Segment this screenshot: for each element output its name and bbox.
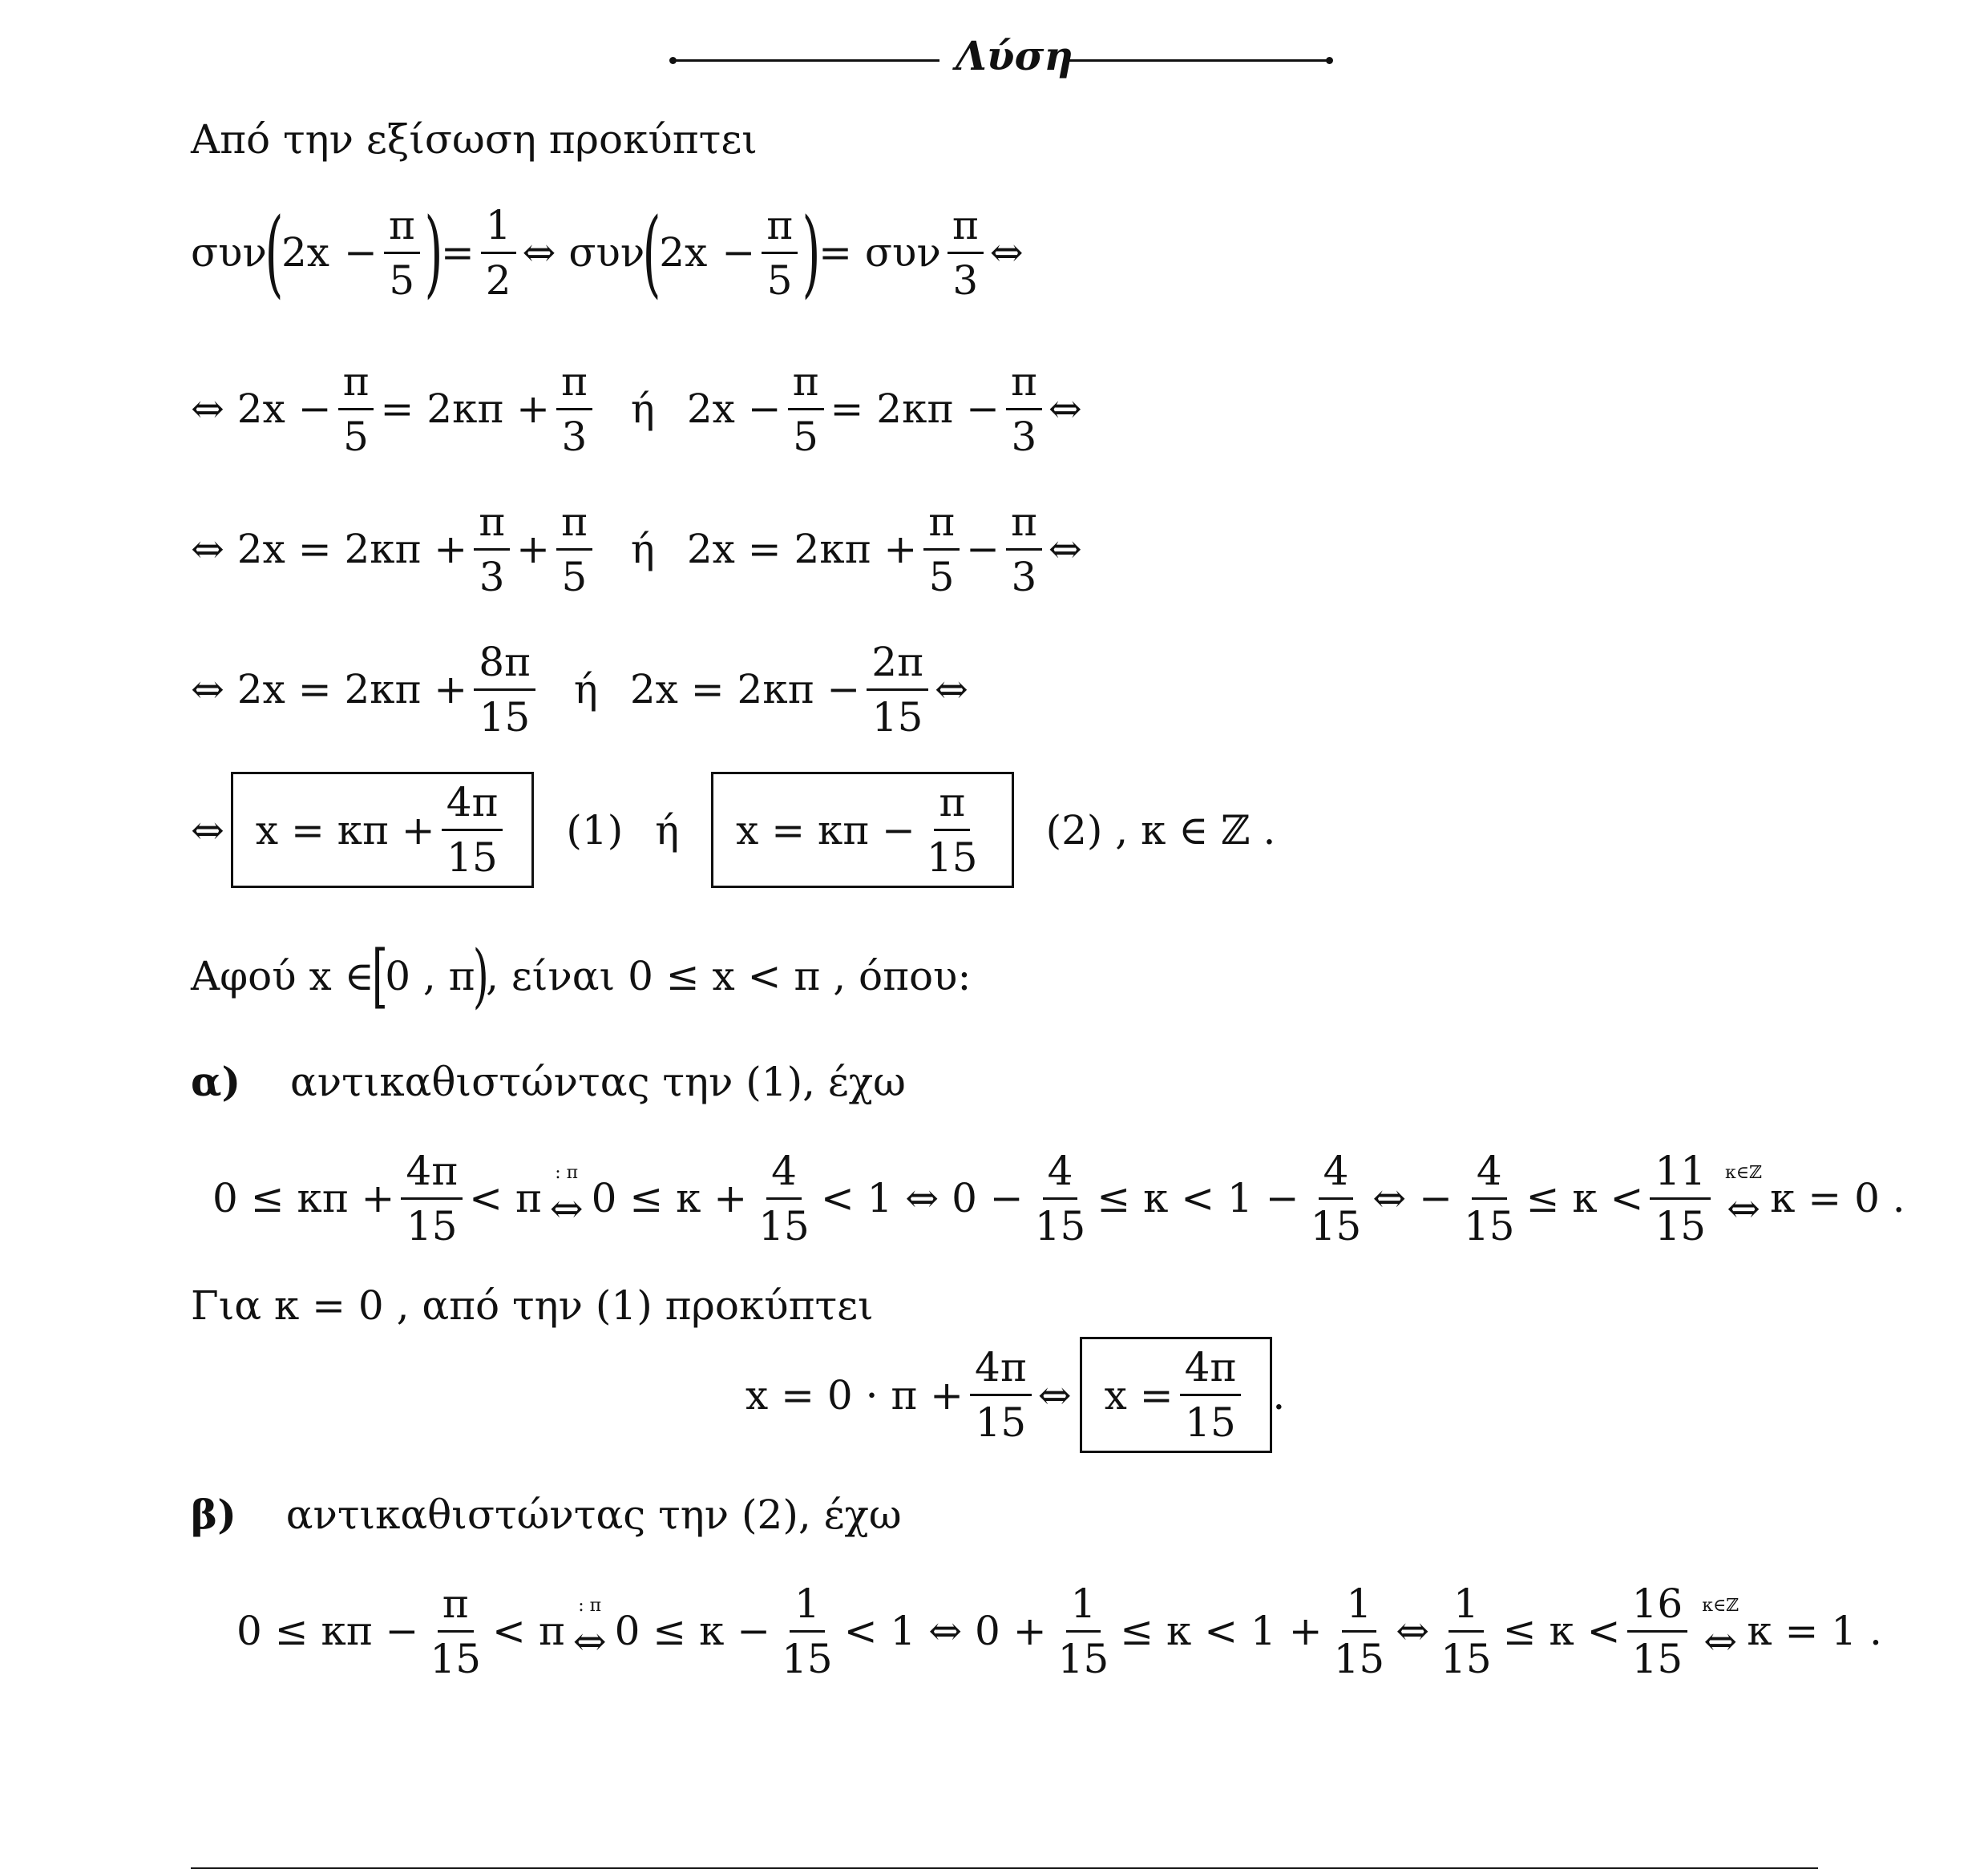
expr-text: x = κπ −: [736, 806, 915, 854]
part-b-inequality: [236, 1579, 1882, 1683]
expr-text: 2x = 2κπ +: [686, 526, 918, 572]
fraction-4pi-15: $\frac{4\pi}{15}$: [1180, 1347, 1242, 1443]
iff: ⇔: [989, 229, 1024, 276]
iff-cos: ⇔ συν: [522, 229, 645, 276]
left-paren: (: [642, 197, 661, 308]
part-a-inequality: [212, 1146, 1905, 1250]
expr-text: 0 ≤ κ −: [614, 1608, 771, 1654]
boxed-solution-2: [711, 772, 1013, 888]
fraction-2pi-15: $\frac{2\pi}{15}$: [867, 642, 928, 737]
fraction-8pi-15: $\frac{8\pi}{15}$: [474, 642, 535, 737]
fraction-pi-3: $\frac{\pi}{3}$: [1006, 502, 1042, 597]
fraction-4pi-15: $\frac{4\pi}{15}$: [970, 1347, 1032, 1443]
fraction-1-15: $\frac{1}{15}$: [1440, 1580, 1492, 1682]
interval-text: 0 , π: [385, 953, 475, 999]
expr-text: x = κπ +: [255, 806, 435, 854]
right-paren: ): [424, 197, 443, 308]
expr-text: < 1 ⇔ 0 −: [820, 1175, 1024, 1221]
boxed-solution-1: [231, 772, 534, 888]
iff: ⇔: [1048, 386, 1082, 432]
fraction-16-15: $\frac{16}{15}$: [1627, 1584, 1688, 1679]
expr-text: ≤ κ < 1 +: [1120, 1608, 1323, 1654]
expr-text: ≤ κ < 1 −: [1097, 1175, 1299, 1221]
fraction-pi-3: $\frac{\pi}{3}$: [1006, 361, 1042, 457]
expr-text: ⇔ 2x −: [191, 386, 332, 432]
expr-text: < π: [469, 1175, 542, 1221]
iff: ⇔: [1048, 526, 1082, 572]
iff-k-in-z: κ∈ℤ ⇔: [1702, 1596, 1740, 1665]
right-paren: ): [472, 936, 489, 1016]
section-title: Λύση: [956, 32, 1073, 79]
fraction-4pi-15: $\frac{4\pi}{15}$: [442, 782, 503, 878]
fraction-pi-3: $\frac{\pi}{3}$: [556, 361, 592, 457]
expr-text: ⇔ −: [1372, 1175, 1453, 1221]
period: .: [1272, 1371, 1286, 1419]
fraction-4-15: $\frac{4}{15}$: [1034, 1147, 1086, 1249]
two-x: 2x: [281, 229, 329, 276]
iff-k-in-z: κ∈ℤ ⇔: [1725, 1163, 1763, 1232]
expr-text: 2x = 2κπ −: [629, 666, 861, 712]
left-bracket: [: [371, 936, 388, 1016]
part-a-result: [746, 1337, 1285, 1453]
fraction-1-15: $\frac{1}{15}$: [1333, 1580, 1385, 1682]
fraction-pi-5: $\frac{\pi}{5}$: [762, 205, 798, 301]
expr-text: x = 0 · π +: [746, 1371, 964, 1419]
or-text: ή: [630, 526, 655, 572]
fraction-1-15: $\frac{1}{15}$: [1057, 1580, 1109, 1682]
part-b-label: β): [191, 1491, 236, 1538]
expr-text: 2x −: [686, 386, 782, 432]
expr-text: = 2κπ +: [380, 386, 550, 432]
expr-text: x =: [1104, 1371, 1174, 1419]
boxed-result-a: [1080, 1337, 1273, 1453]
or-text: ή: [655, 806, 680, 854]
minus: −: [721, 229, 756, 276]
expr-text: 0 ≤ κ +: [591, 1175, 748, 1221]
part-b-text: αντικαθιστώντας την (2), έχω: [285, 1492, 902, 1538]
fraction-pi-5: $\frac{\pi}{5}$: [338, 361, 374, 457]
iff-div-pi: : π ⇔: [572, 1596, 607, 1665]
expr-text: −: [966, 526, 1000, 572]
iff: ⇔: [934, 666, 968, 712]
expr-text: ⇔ 2x = 2κπ +: [191, 526, 468, 572]
left-paren: (: [265, 197, 284, 308]
fraction-pi-5: $\frac{\pi}{5}$: [556, 502, 592, 597]
equation-line-5: [191, 772, 1275, 888]
equation-line-2: [191, 357, 1082, 460]
fraction-pi-15: $\frac{\pi}{15}$: [926, 779, 978, 881]
equation-ref-2: (2) , κ ∈ ℤ .: [1045, 806, 1276, 854]
right-paren: ): [802, 197, 821, 308]
iff: ⇔: [1037, 1371, 1072, 1419]
two-x: 2x: [659, 229, 708, 276]
expr-text: κ = 0 .: [1770, 1175, 1905, 1221]
equation-line-3: [191, 498, 1082, 600]
expr-text: κ = 1 .: [1747, 1608, 1882, 1654]
fraction-1-15: $\frac{1}{15}$: [782, 1580, 833, 1682]
iff: ⇔: [191, 806, 224, 854]
fraction-pi-3: $\frac{\pi}{3}$: [948, 205, 984, 301]
fraction-4pi-15: $\frac{4\pi}{15}$: [401, 1151, 463, 1246]
expr-text: 0 ≤ κπ −: [236, 1608, 419, 1654]
fraction-4-15: $\frac{4}{15}$: [1310, 1147, 1362, 1249]
fraction-1-2: $\frac{1}{2}$: [481, 205, 516, 301]
or-text: ή: [573, 666, 598, 712]
expr-text: ≤ κ <: [1502, 1608, 1621, 1654]
fraction-11-15: $\frac{11}{15}$: [1650, 1151, 1711, 1246]
header-rule-left: [673, 59, 939, 62]
equation-line-1: [191, 192, 1024, 313]
fraction-4-15: $\frac{4}{15}$: [758, 1147, 810, 1249]
minus: −: [343, 229, 378, 276]
or-text: ή: [630, 386, 655, 432]
since-text: Αφού x ∈: [191, 953, 374, 999]
fraction-pi-15: $\frac{\pi}{15}$: [430, 1580, 482, 1682]
part-a-for-text: Για κ = 0 , από την (1) προκύπτει: [191, 1282, 874, 1329]
domain-line: [191, 936, 971, 1016]
part-a-text: αντικαθιστώντας την (1), έχω: [289, 1059, 906, 1105]
equation-ref-1: (1): [566, 806, 624, 854]
part-b-heading: [191, 1491, 902, 1538]
part-a-label: α): [191, 1058, 241, 1105]
iff-div-pi: : π ⇔: [549, 1163, 584, 1232]
expr-text: 0 ≤ κπ +: [212, 1175, 395, 1221]
equals-cos: = συν: [818, 229, 941, 276]
header-rule-right: [1066, 59, 1329, 62]
fraction-pi-5: $\frac{\pi}{5}$: [923, 502, 960, 597]
expr-text: < π: [492, 1608, 565, 1654]
expr-text: ⇔ 2x = 2κπ +: [191, 666, 468, 712]
equation-line-4: [191, 638, 968, 741]
expr-text: ≤ κ <: [1525, 1175, 1644, 1221]
fraction-pi-5: $\frac{\pi}{5}$: [384, 205, 420, 301]
expr-text: +: [516, 526, 550, 572]
equals: =: [440, 229, 475, 276]
expr-text: = 2κπ −: [830, 386, 1000, 432]
fraction-pi-5: $\frac{\pi}{5}$: [788, 361, 824, 457]
fraction-pi-3: $\frac{\pi}{3}$: [474, 502, 510, 597]
header-rule-right-dot: [1326, 57, 1333, 64]
intro-text: Από την εξίσωση προκύπτει: [191, 116, 758, 163]
expr-text: ⇔: [1396, 1608, 1430, 1654]
part-a-heading: [191, 1058, 906, 1105]
since-text: , είναι 0 ≤ x < π , όπου:: [486, 953, 972, 999]
fraction-4-15: $\frac{4}{15}$: [1463, 1147, 1515, 1249]
expr-text: < 1 ⇔ 0 +: [843, 1608, 1047, 1654]
cos-text: συν: [191, 229, 267, 276]
